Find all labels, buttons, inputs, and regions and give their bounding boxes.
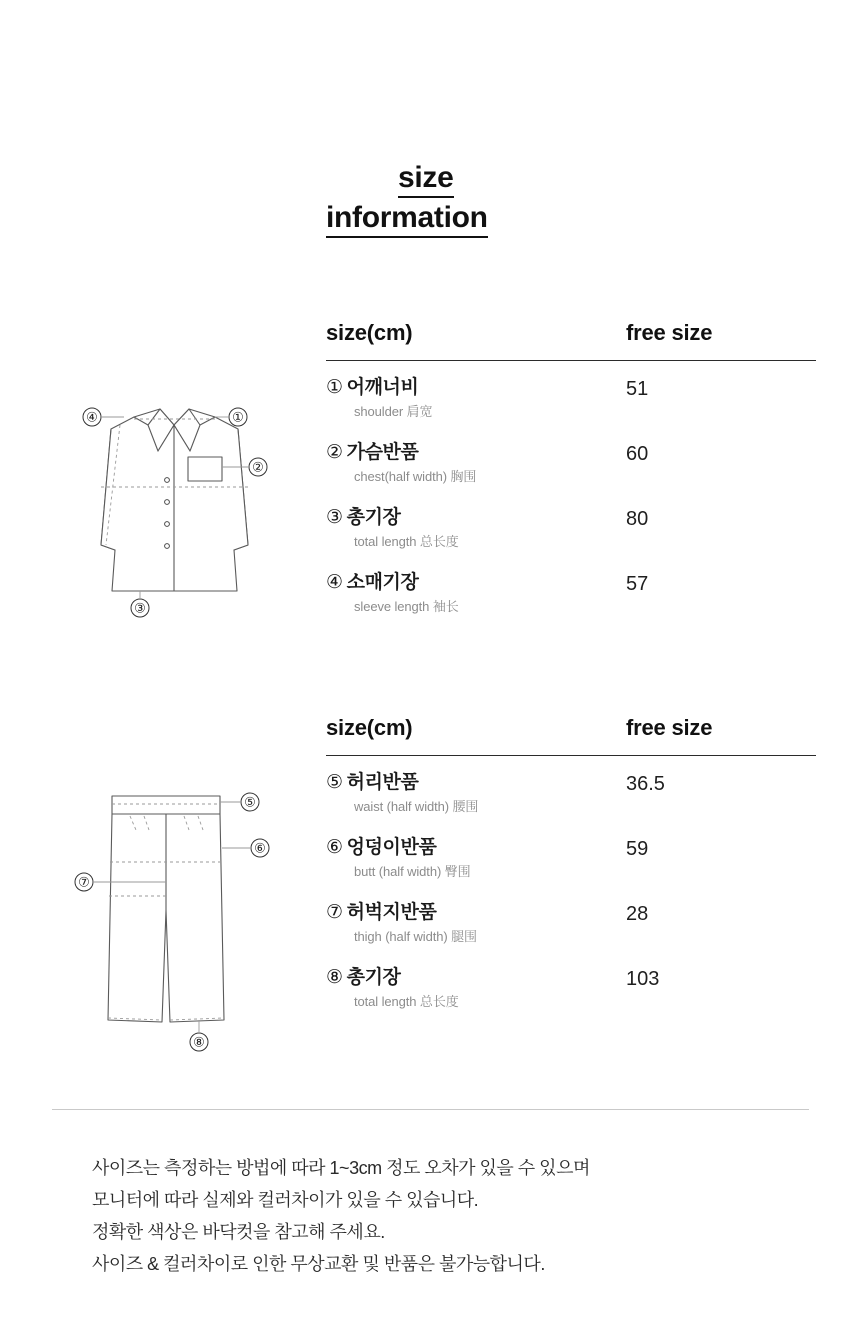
measure-name-ko <box>326 835 626 861</box>
table-row <box>326 951 816 1016</box>
measure-name-cell <box>326 770 626 817</box>
table-header-row <box>326 320 816 361</box>
pants-label-5: ⑤ <box>244 794 256 810</box>
measure-value: 28 <box>626 903 649 925</box>
measure-marker: ① <box>326 377 343 398</box>
measure-marker: ⑦ <box>326 902 343 923</box>
measure-value: 59 <box>626 838 649 860</box>
measure-name-en: chest(half width) 胸围 <box>354 469 477 484</box>
notice-block <box>92 1152 812 1280</box>
measure-name-ko <box>326 505 626 531</box>
measure-name-en: butt (half width) 臀围 <box>354 864 471 879</box>
measure-name-en: thigh (half width) 腿围 <box>354 929 477 944</box>
pants-diagram <box>70 770 285 1060</box>
measure-name-cell <box>326 505 626 552</box>
page-title-line-2 <box>326 198 746 238</box>
measure-name-en: total length 总长度 <box>354 994 459 1009</box>
measure-name-en: shoulder 肩宽 <box>354 404 433 419</box>
measure-marker: ④ <box>326 572 343 593</box>
measure-label-ko: 허리반품 <box>346 772 419 793</box>
shirt-label-1: ① <box>232 409 244 425</box>
measure-label-ko: 엉덩이반품 <box>346 837 437 858</box>
measure-label-ko: 총기장 <box>346 967 401 988</box>
measure-name-ko <box>326 965 626 991</box>
column-header-size: size(cm) <box>326 320 413 345</box>
notice-line: 모니터에 따라 실제와 컬러차이가 있을 수 있습니다. <box>92 1190 479 1210</box>
table-row <box>326 886 816 951</box>
measure-value: 51 <box>626 378 649 400</box>
page-title-line-2-text: information <box>326 201 488 238</box>
measure-name-en: total length 总长度 <box>354 534 459 549</box>
measure-marker: ⑧ <box>326 967 343 988</box>
column-header-free-size: free size <box>626 715 713 740</box>
measure-value: 103 <box>626 968 660 990</box>
measure-name-cell <box>326 570 626 617</box>
measure-label-ko: 어깨너비 <box>346 377 419 398</box>
measure-name-cell <box>326 375 626 422</box>
table-row <box>326 756 816 821</box>
measure-marker: ③ <box>326 507 343 528</box>
table-row <box>326 821 816 886</box>
section-divider <box>52 1109 809 1110</box>
measure-name-ko <box>326 900 626 926</box>
measure-name-ko <box>326 375 626 401</box>
size-table-bottom <box>326 715 816 1016</box>
pants-label-7: ⑦ <box>78 874 90 890</box>
table-header-row <box>326 715 816 756</box>
measure-name-cell <box>326 835 626 882</box>
shirt-label-3: ③ <box>134 600 146 616</box>
size-table-top <box>326 320 816 621</box>
shirt-diagram <box>62 395 287 640</box>
measure-name-cell <box>326 965 626 1012</box>
notice-line: 사이즈 & 컬러차이로 인한 무상교환 및 반품은 불가능합니다. <box>92 1254 545 1274</box>
measure-name-ko <box>326 770 626 796</box>
measure-value: 60 <box>626 443 649 465</box>
measure-name-ko <box>326 570 626 596</box>
page-title-line-1 <box>398 158 746 198</box>
table-row <box>326 361 816 426</box>
pants-label-8: ⑧ <box>193 1034 205 1050</box>
column-header-free-size: free size <box>626 320 713 345</box>
measure-name-cell <box>326 440 626 487</box>
table-row <box>326 491 816 556</box>
measure-value: 80 <box>626 508 649 530</box>
measure-name-ko <box>326 440 626 466</box>
measure-label-ko: 허벅지반품 <box>346 902 437 923</box>
measure-value: 57 <box>626 573 649 595</box>
page-title-line-1-text: size <box>398 161 454 198</box>
notice-line: 정확한 색상은 바닥컷을 참고해 주세요. <box>92 1222 385 1242</box>
measure-marker: ② <box>326 442 343 463</box>
measure-label-ko: 총기장 <box>346 507 401 528</box>
shirt-label-2: ② <box>252 459 264 475</box>
pants-label-6: ⑥ <box>254 840 266 856</box>
measure-marker: ⑤ <box>326 772 343 793</box>
measure-name-en: sleeve length 袖长 <box>354 599 459 614</box>
table-row <box>326 556 816 621</box>
measure-marker: ⑥ <box>326 837 343 858</box>
measure-label-ko: 가슴반품 <box>346 442 419 463</box>
measure-value: 36.5 <box>626 773 665 795</box>
notice-line: 사이즈는 측정하는 방법에 따라 1~3cm 정도 오차가 있을 수 있으며 <box>92 1158 590 1178</box>
measure-label-ko: 소매기장 <box>346 572 419 593</box>
measure-name-en: waist (half width) 腰围 <box>354 799 479 814</box>
shirt-label-4: ④ <box>86 409 98 425</box>
page-title <box>326 158 746 238</box>
table-row <box>326 426 816 491</box>
measure-name-cell <box>326 900 626 947</box>
column-header-size: size(cm) <box>326 715 413 740</box>
